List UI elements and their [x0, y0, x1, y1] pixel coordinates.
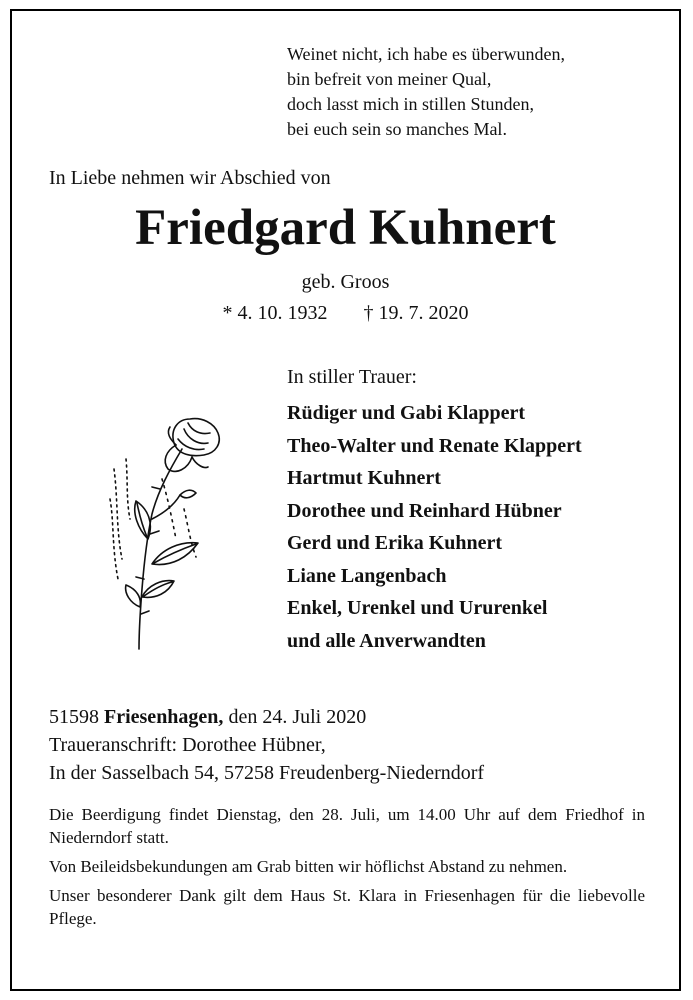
thanks-note: Unser besonderer Dank gilt dem Haus St. Klara in Friesenhagen für die liebevolle Pflege. — [49, 886, 645, 928]
mourners-list — [287, 397, 582, 657]
rose-icon — [92, 409, 242, 654]
notice-date: den 24. Juli 2020 — [228, 706, 367, 728]
mourning-heading: In stiller Trauer: — [287, 366, 417, 388]
mourner-item: Rüdiger und Gabi Klappert — [287, 402, 526, 424]
mourner-item: Gerd und Erika Kuhnert — [287, 532, 503, 554]
poem-line: bei euch sein so manches Mal. — [287, 119, 507, 139]
obituary-notice — [10, 9, 681, 991]
mourner-item: Theo-Walter und Renate Klappert — [287, 434, 582, 457]
poem — [287, 42, 565, 142]
maiden-name: geb. Groos — [301, 271, 390, 293]
poem-line: bin befreit von meiner Qual, — [287, 69, 492, 89]
mourner-item: Liane Langenbach — [287, 564, 447, 587]
intro-text: In Liebe nehmen wir Abschied von — [49, 167, 331, 189]
mourner-item: und alle Anverwandten — [287, 629, 486, 652]
mourner-item: Hartmut Kuhnert — [287, 467, 441, 489]
mourner-item: Dorothee und Reinhard Hübner — [287, 499, 562, 522]
zip-code: 51598 — [49, 706, 99, 728]
poem-line: Weinet nicht, ich habe es überwunden, — [287, 44, 565, 64]
place-date-line — [49, 703, 484, 731]
notes-section — [49, 803, 645, 936]
death-date: † 19. 7. 2020 — [363, 302, 469, 324]
address-line: Traueranschrift: Dorothee Hübner, — [49, 734, 326, 756]
life-dates — [12, 302, 679, 325]
mourner-item: Enkel, Urenkel und Ururenkel — [287, 597, 548, 619]
address-block — [49, 703, 484, 787]
funeral-note: Die Beerdigung findet Dienstag, den 28. Juli, um 14.00 Uhr auf dem Friedhof in Niederndorf statt. — [49, 805, 645, 847]
address-line: In der Sasselbach 54, 57258 Freudenberg-Niederndorf — [49, 762, 485, 784]
poem-line: doch lasst mich in stillen Stunden, — [287, 94, 534, 114]
deceased-name: Friedgard Kuhnert — [135, 200, 556, 256]
condolence-note: Von Beileidsbekundungen am Grab bitten wir höflichst Abstand zu nehmen. — [49, 857, 568, 876]
birth-date: * 4. 10. 1932 — [222, 302, 328, 324]
city-name: Friesenhagen, — [104, 706, 224, 728]
